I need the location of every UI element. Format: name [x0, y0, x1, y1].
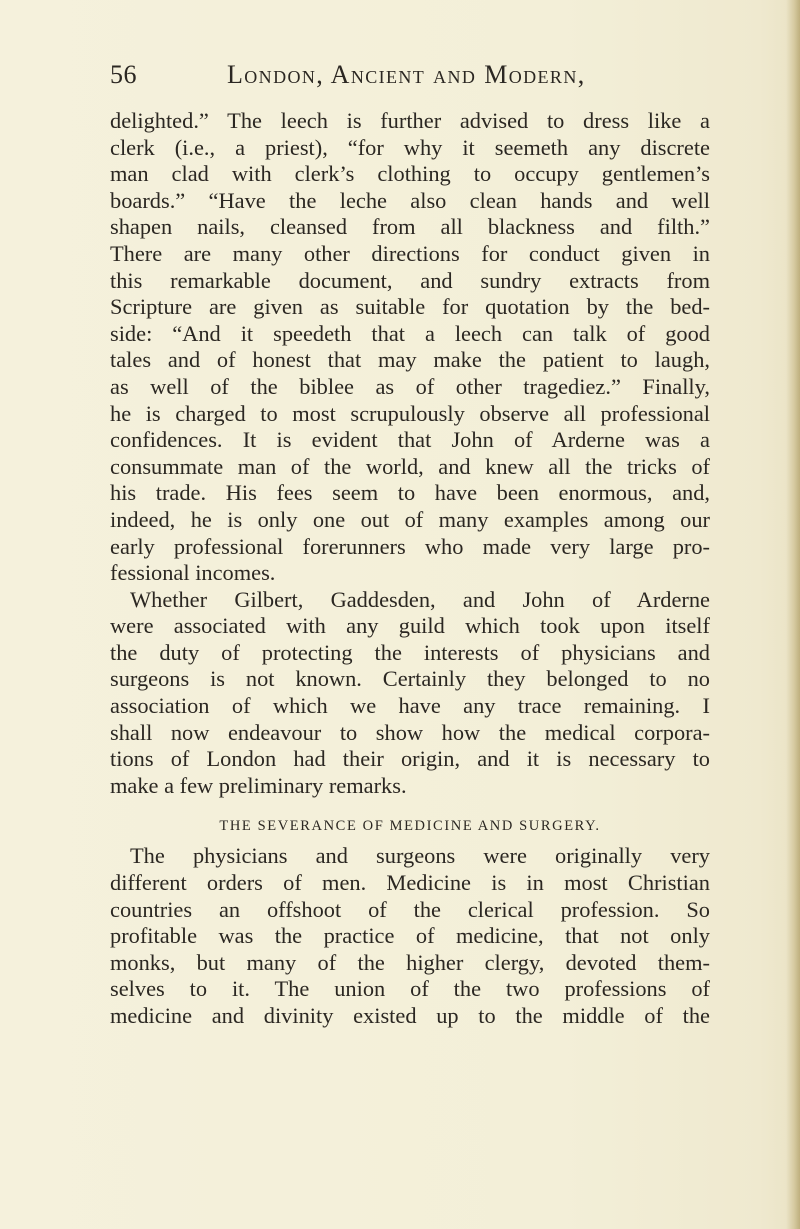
text-line: different orders of men. Medicine is in most Christian [110, 870, 710, 896]
running-head [110, 58, 710, 92]
text-line: tales and of honest that may make the patient to laugh, [110, 347, 710, 373]
text-line: profitable was the practice of medicine, that not only [110, 923, 710, 949]
text-line: surgeons is not known. Certainly they belonged to no [110, 666, 710, 692]
text-line: shapen nails, cleansed from all blackness and filth.” [110, 214, 710, 240]
text-line: consummate man of the world, and knew all the tricks of [110, 453, 710, 479]
text-line: confidences. It is evident that John of Arderne was a [110, 427, 710, 453]
text-line: delighted.” The leech is further advised to dress like a [110, 108, 710, 133]
text-line: early professional forerunners who made very large pro- [110, 533, 710, 559]
text-line: clerk (i.e., a priest), “for why it seemeth any discrete [110, 134, 710, 160]
text-line: fessional incomes. [110, 560, 276, 586]
text-line: The physicians and surgeons were originally very [130, 843, 710, 869]
text-line: the duty of protecting the interests of physicians and [110, 639, 710, 665]
paragraph-1 [110, 108, 710, 587]
paragraph-3 [110, 843, 710, 1029]
text-line: association of which we have any trace remaining. I [110, 693, 710, 719]
text-line: selves to it. The union of the two professions of [110, 976, 710, 1002]
text-line: boards.” “Have the leche also clean hands and well [110, 187, 710, 213]
page-number: 56 [110, 60, 137, 89]
text-line: as well of the biblee as of other tragediez.” Finally, [110, 373, 710, 399]
text-line: his trade. His fees seem to have been enormous, and, [110, 480, 710, 506]
paragraph-2 [110, 587, 710, 800]
text-line: monks, but many of the higher clergy, devoted them- [110, 949, 710, 975]
page-edge-shading [786, 0, 800, 1229]
text-line: side: “And it speedeth that a leech can talk of good [110, 320, 710, 346]
text-line: Scripture are given as suitable for quotation by the bed- [110, 294, 710, 320]
text-line: tions of London had their origin, and it is necessary to [110, 746, 710, 772]
text-line: medicine and divinity existed up to the middle of the [110, 1003, 710, 1028]
text-line: make a few preliminary remarks. [110, 772, 407, 798]
text-line: he is charged to most scrupulously observe all professional [110, 400, 710, 426]
text-line: There are many other directions for conduct given in [110, 240, 710, 266]
spacer [110, 799, 710, 815]
running-title: London, Ancient and Modern, [227, 60, 586, 89]
section-heading: THE SEVERANCE OF MEDICINE AND SURGERY. [219, 818, 601, 835]
text-line: indeed, he is only one out of many examples among our [110, 506, 710, 532]
text-line: were associated with any guild which took upon itself [110, 613, 710, 639]
text-line: countries an offshoot of the clerical profession. So [110, 896, 710, 922]
text-line: man clad with clerk’s clothing to occupy gentlemen’s [110, 161, 710, 187]
text-line: this remarkable document, and sundry extracts from [110, 267, 710, 293]
text-line: Whether Gilbert, Gaddesden, and John of Arderne [130, 586, 710, 612]
body-text [110, 108, 710, 1030]
text-line: shall now endeavour to show how the medical corpora- [110, 719, 710, 745]
